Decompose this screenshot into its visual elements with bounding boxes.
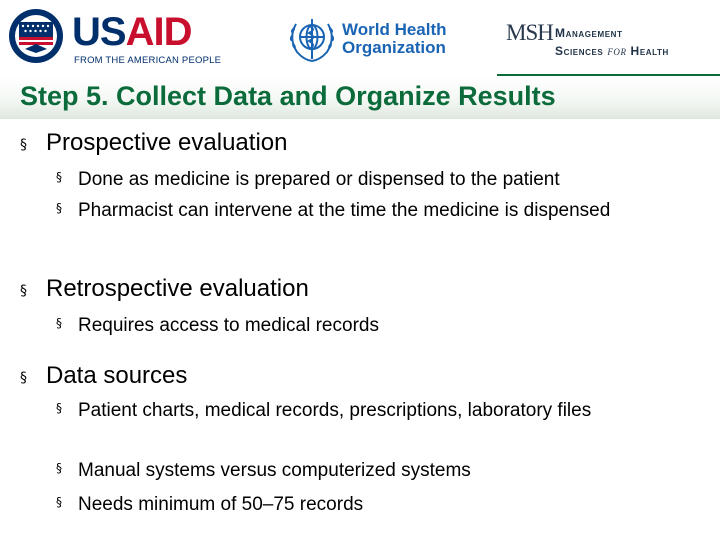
bullet-marker: § — [20, 370, 27, 386]
msh-monogram: MSH — [506, 20, 553, 45]
list-item: Patient charts, medical records, prescriptions, laboratory files — [78, 400, 592, 421]
section-heading-retrospective: Retrospective evaluation — [46, 275, 309, 302]
sub-bullet-marker: § — [56, 201, 62, 215]
list-item: Pharmacist can intervene at the time the medicine is dispensed — [78, 200, 611, 221]
who-emblem-icon — [284, 14, 340, 64]
sub-bullet-marker: § — [56, 170, 62, 184]
usaid-logo — [8, 8, 222, 68]
sub-bullet-marker: § — [56, 461, 62, 475]
sub-bullet-marker: § — [56, 401, 62, 415]
bullet-marker: § — [20, 283, 27, 299]
list-item: Requires access to medical records — [78, 315, 379, 336]
usaid-tagline: FROM THE AMERICAN PEOPLE — [74, 55, 222, 66]
list-item: Needs minimum of 50–75 records — [78, 494, 364, 515]
logo-bar — [0, 0, 720, 75]
sub-bullet-marker: § — [56, 495, 62, 509]
usaid-wordmark: USAID — [72, 10, 192, 54]
who-name: World Health Organization — [342, 20, 447, 57]
usaid-seal-icon — [8, 8, 64, 64]
bullet-marker: § — [20, 137, 27, 153]
list-item: Done as medicine is prepared or dispensed to the patient — [78, 169, 560, 190]
slide-title: Step 5. Collect Data and Organize Results — [20, 81, 556, 111]
msh-name: Management Sciences for Health — [555, 26, 669, 58]
who-logo — [284, 14, 454, 64]
msh-logo — [506, 15, 720, 65]
section-heading-prospective: Prospective evaluation — [46, 129, 288, 156]
section-heading-data-sources: Data sources — [46, 362, 188, 389]
list-item: Manual systems versus computerized systems — [78, 460, 471, 481]
sub-bullet-marker: § — [56, 316, 62, 330]
